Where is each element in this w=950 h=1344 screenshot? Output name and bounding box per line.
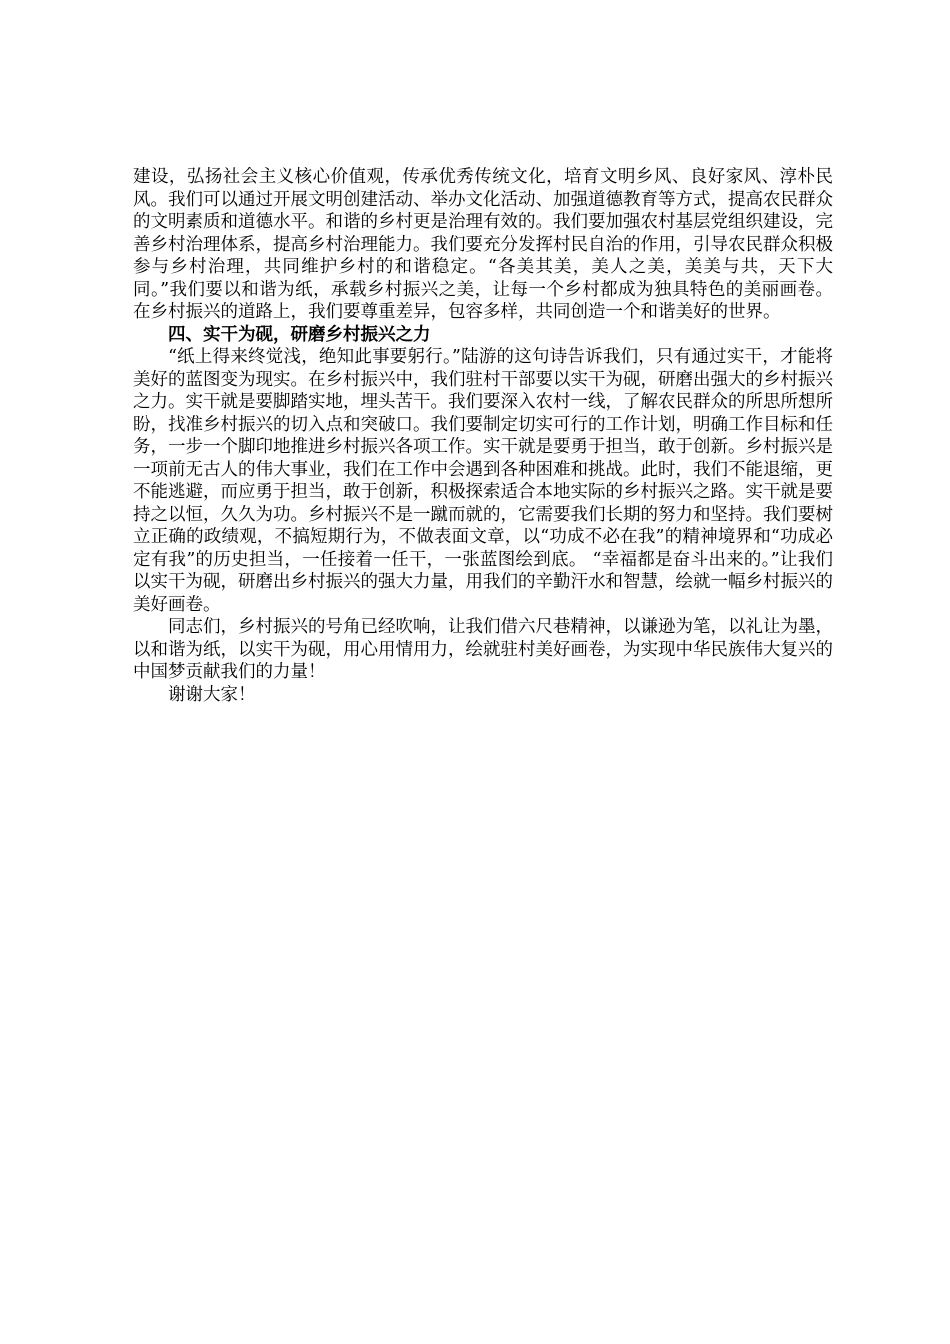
paragraph-thanks: 谢谢大家！ bbox=[168, 684, 256, 705]
paragraph-closing: 同志们，乡村振兴的号角已经吹响，让我们借六尺巷精神，以谦逊为笔，以礼让为墨，以和谐为纸，以实干为砚，用心用情用力，绘就驻村美好画卷，为实现中华民族伟大复兴的中国梦贡献我们的力量！ bbox=[133, 617, 833, 682]
paragraph-continuation: 建设，弘扬社会主义核心价值观，传承优秀传统文化，培育文明乡风、良好家风、淳朴民风。我们可以通过开展文明创建活动、举办文化活动、加强道德教育等方式，提高农民群众的文明素质和道德水平。和谐的乡村更是治理有效的。我们要加强农村基层党组织建设，完善乡村治理体系，提高乡村治理能力。我们要充分发挥村民自治的作用，引导农民群众积极参与乡村治理，共同维护乡村的和谐稳定。“各美其美，美人之美，美美与共，天下大同。”我们要以和谐为纸，承载乡村振兴之美，让每一个乡村都成为独具特色的美丽画卷。在乡村振兴的道路上，我们要尊重差异，包容多样，共同创造一个和谐美好的世界。 bbox=[133, 167, 833, 322]
section-heading: 四、实干为砚，研磨乡村振兴之力 bbox=[168, 324, 431, 345]
document-page bbox=[133, 166, 833, 706]
paragraph-body: “纸上得来终觉浅，绝知此事要躬行。”陆游的这句诗告诉我们，只有通过实干，才能将美好的蓝图变为现实。在乡村振兴中，我们驻村干部要以实干为砚，研磨出强大的乡村振兴之力。实干就是要脚踏实地，埋头苦干。我们要深入农村一线，了解农民群众的所思所想所盼，找准乡村振兴的切入点和突破口。我们要制定切实可行的工作计划，明确工作目标和任务，一步一个脚印地推进乡村振兴各项工作。实干就是要勇于担当，敢于创新。乡村振兴是一项前无古人的伟大事业，我们在工作中会遇到各种困难和挑战。此时，我们不能退缩，更不能逃避，而应勇于担当，敢于创新，积极探索适合本地实际的乡村振兴之路。实干就是要持之以恒，久久为功。乡村振兴不是一蹴而就的，它需要我们长期的努力和坚持。我们要树立正确的政绩观，不搞短期行为，不做表面文章，以“功成不必在我”的精神境界和“功成必定有我”的历史担当，一任接着一任干，一张蓝图绘到底。 “幸福都是奋斗出来的。”让我们以实干为砚，研磨出乡村振兴的强大力量，用我们的辛勤汗水和智慧，绘就一幅乡村振兴的美好画卷。 bbox=[133, 347, 833, 615]
